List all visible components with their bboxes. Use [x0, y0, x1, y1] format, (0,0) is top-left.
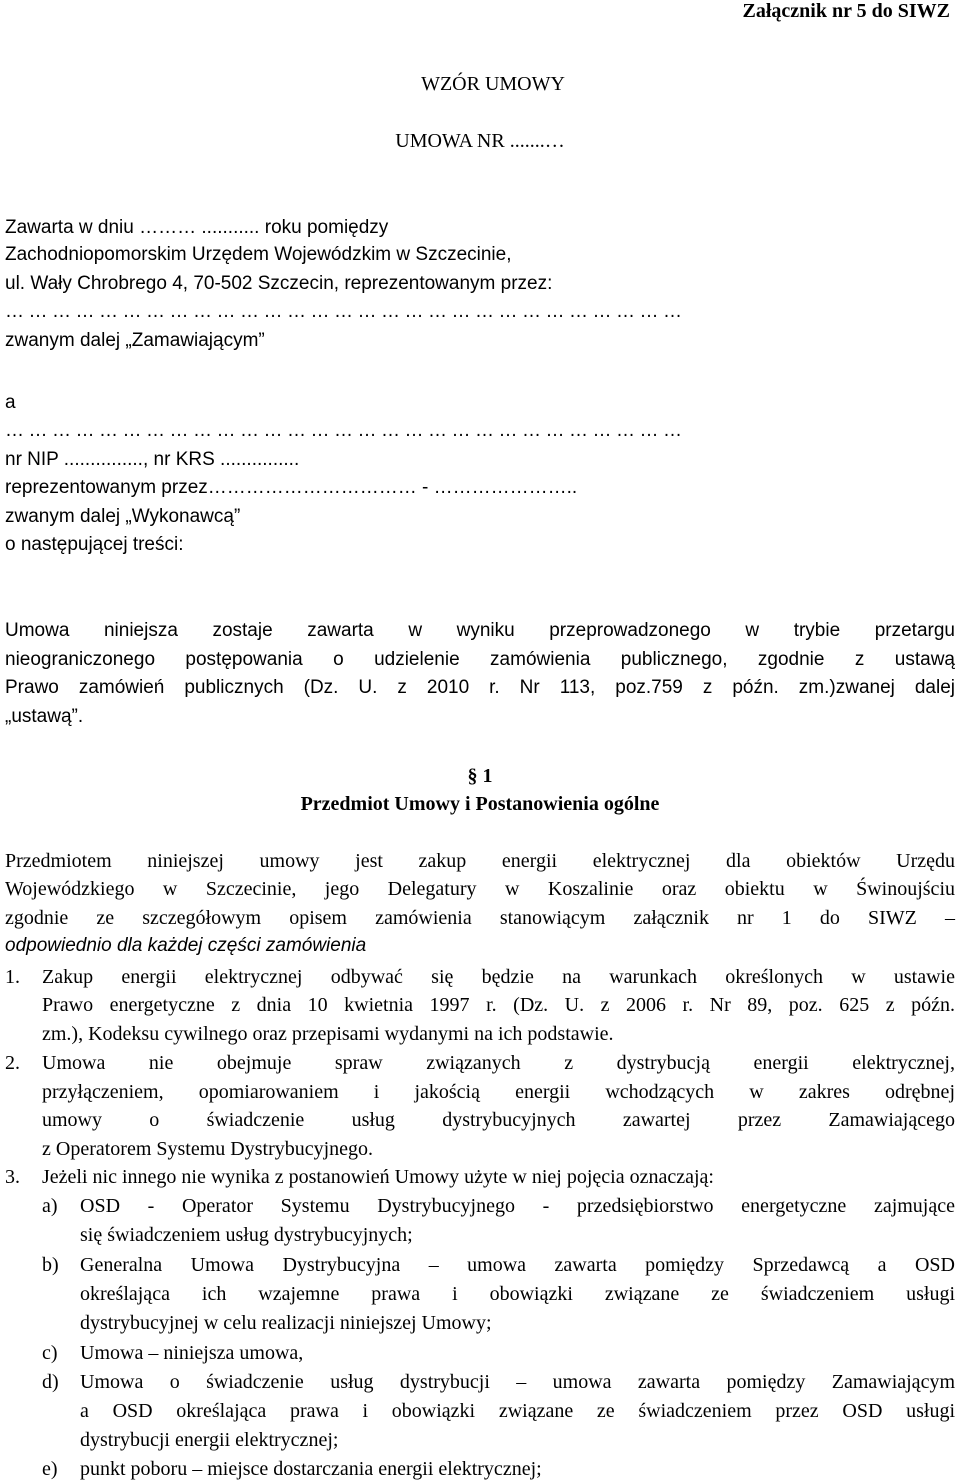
definition-d-line-1: Umowa o świadczenie usług dystrybucji – umowa zawarta pomiędzy Zamawiającym	[80, 1371, 955, 1393]
definition-a-line-2: się świadczeniem usług dystrybucyjnych;	[80, 1224, 413, 1246]
contractor-representative-line: reprezentowanym przez…………………………… - …………………..	[5, 477, 578, 498]
item-number: 2.	[5, 1052, 20, 1074]
section-heading: Przedmiot Umowy i Postanowienia ogólne	[300, 793, 660, 815]
zamawiajacy-line: zwanym dalej „Zamawiającym”	[5, 330, 265, 351]
contractor-blank-line: ……………………………………………………………………………	[5, 420, 687, 441]
item-2-line-3: umowy o świadczenie usług dystrybucyjnych zawartej przez Zamawiającego	[42, 1109, 955, 1131]
intro-line-1: Umowa niniejsza zostaje zawarta w wyniku przeprowadzonego w trybie przetargu	[5, 620, 955, 641]
contract-date-line: Zawarta w dniu ……… ........... roku pomiędzy	[5, 217, 389, 238]
nip-krs-line: nr NIP ..............., nr KRS ...............	[5, 449, 300, 470]
contract-number: UMOWA NR .......…	[395, 130, 565, 152]
item-1-line-2: Prawo energetyczne z dnia 10 kwietnia 1997 r. (Dz. U. z 2006 r. Nr 89, poz. 625 z późn.	[42, 994, 955, 1016]
definition-b-line-3: dystrybucyjnej w celu realizacji niniejszej Umowy;	[80, 1312, 492, 1334]
definition-letter: e)	[42, 1458, 58, 1480]
definition-d-line-3: dystrybucji energii elektrycznej;	[80, 1429, 339, 1451]
definition-letter: a)	[42, 1195, 58, 1217]
item-1-line-1: Zakup energii elektrycznej odbywać się będzie na warunkach określonych w ustawie	[42, 966, 955, 988]
definition-b-line-1: Generalna Umowa Dystrybucyjna – umowa zawarta pomiędzy Sprzedawcą a OSD	[80, 1254, 955, 1276]
content-intro-line: o następującej treści:	[5, 534, 184, 555]
definition-c-line-1: Umowa – niniejsza umowa,	[80, 1342, 304, 1364]
item-2-line-2: przyłączeniem, opomiarowaniem i jakością energii wchodzących w zakres odrębnej	[42, 1081, 955, 1103]
item-number: 1.	[5, 966, 20, 988]
wykonawca-line: zwanym dalej „Wykonawcą”	[5, 506, 241, 527]
subject-line-2: Wojewódzkiego w Szczecinie, jego Delegatury w Koszalinie oraz obiektu w Świnoujściu	[5, 878, 955, 900]
conjunction-a: a	[5, 392, 16, 413]
intro-line-4: „ustawą”.	[5, 706, 84, 727]
item-2-line-1: Umowa nie obejmuje spraw związanych z dystrybucją energii elektrycznej,	[42, 1052, 955, 1074]
item-number: 3.	[5, 1166, 20, 1188]
item-1-line-3: zm.), Kodeksu cywilnego oraz przepisami wydanymi na ich podstawie.	[42, 1023, 614, 1045]
definition-letter: b)	[42, 1254, 59, 1276]
section-symbol: § 1	[467, 765, 493, 787]
item-2-line-4: z Operatorem Systemu Dystrybucyjnego.	[42, 1138, 374, 1160]
party-address-line: ul. Wały Chrobrego 4, 70-502 Szczecin, reprezentowanym przez:	[5, 273, 553, 294]
party-name-line: Zachodniopomorskim Urzędem Wojewódzkim w Szczecinie,	[5, 244, 512, 265]
definition-letter: d)	[42, 1371, 59, 1393]
subject-line-3: zgodnie ze szczegółowym opisem zamówienia stanowiącym załącznik nr 1 do SIWZ –	[5, 907, 955, 929]
document-title: WZÓR UMOWY	[421, 73, 565, 95]
definition-b-line-2: określająca ich wzajemne prawa i obowiązki związane ze świadczeniem usługi	[80, 1283, 955, 1305]
subject-line-4: odpowiednio dla każdej części zamówienia	[5, 935, 367, 956]
definition-e-line-1: punkt poboru – miejsce dostarczania energii elektrycznej;	[80, 1458, 542, 1480]
definition-a-line-1: OSD - Operator Systemu Dystrybucyjnego - przedsiębiorstwo energetyczne zajmujące	[80, 1195, 955, 1217]
attachment-label: Załącznik nr 5 do SIWZ	[742, 0, 950, 22]
definition-letter: c)	[42, 1342, 58, 1364]
intro-line-3: Prawo zamówień publicznych (Dz. U. z 2010 r. Nr 113, poz.759 z późn. zm.)zwanej dalej	[5, 677, 955, 698]
definition-d-line-2: a OSD określająca prawa i obowiązki związane ze świadczeniem przez OSD usługi	[80, 1400, 955, 1422]
subject-line-1: Przedmiotem niniejszej umowy jest zakup energii elektrycznej dla obiektów Urzędu	[5, 850, 955, 872]
representative-blank-line: ……………………………………………………………………………	[5, 301, 687, 322]
item-3-line-1: Jeżeli nic innego nie wynika z postanowień Umowy użyte w niej pojęcia oznaczają:	[42, 1166, 714, 1188]
intro-line-2: nieograniczonego postępowania o udzielenie zamówienia publicznego, zgodnie z ustawą	[5, 649, 955, 670]
